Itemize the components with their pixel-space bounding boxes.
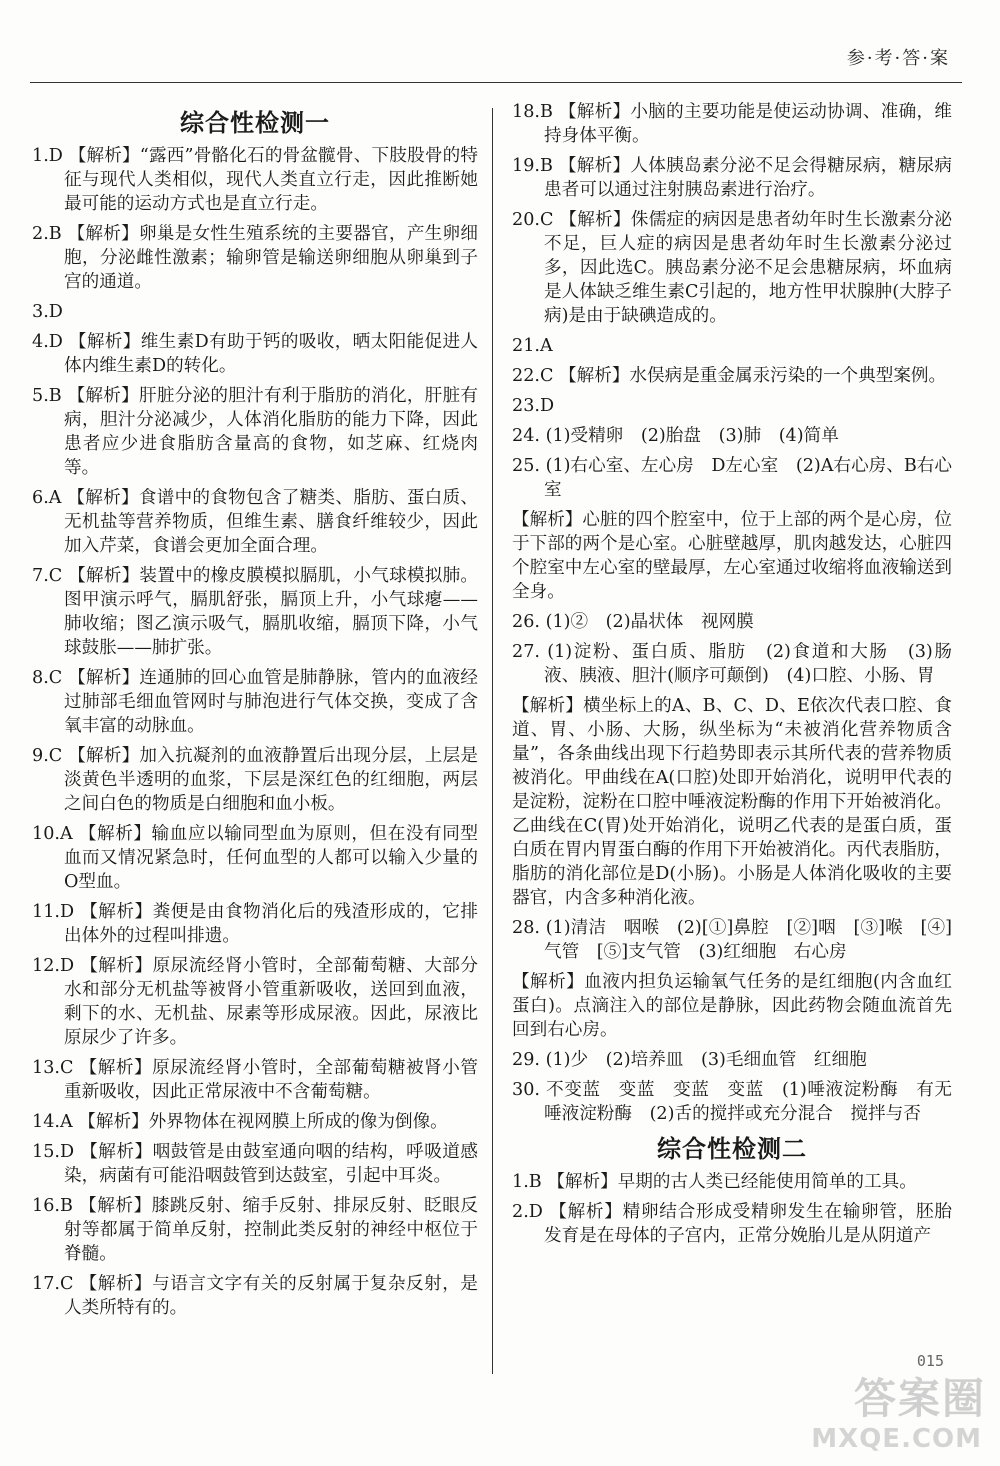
answer-item bbox=[512, 694, 952, 910]
answer-text: (1)清洁 咽喉 (2)[①]鼻腔 [②]咽 [③]喉 [④]气管 [⑤]支气管 (3)红细胞 右心房 bbox=[544, 918, 953, 962]
answer-number: 11.D bbox=[32, 902, 75, 922]
answer-text: (1)② (2)晶状体 视网膜 bbox=[545, 612, 754, 632]
answer-item bbox=[512, 508, 952, 604]
answer-item bbox=[32, 666, 478, 738]
answer-item bbox=[512, 1048, 952, 1072]
answer-text: 【解析】外界物体在视网膜上所成的像为倒像。 bbox=[78, 1112, 448, 1132]
answer-text: 【解析】与语言文字有关的反射属于复杂反射，是人类所特有的。 bbox=[64, 1274, 478, 1318]
answer-number: 20.C bbox=[512, 210, 554, 230]
answer-item bbox=[512, 424, 952, 448]
answer-text: 不变蓝 变蓝 变蓝 变蓝 (1)唾液淀粉酶 有无唾液淀粉酶 (2)舌的搅拌或充分混合 搅拌与否 bbox=[544, 1080, 952, 1124]
answer-number: 19.B bbox=[512, 156, 553, 176]
column-divider bbox=[492, 108, 493, 1374]
answer-text: 【解析】卵巢是女性生殖系统的主要器官，产生卵细胞，分泌雌性激素；输卵管是输送卵细胞从卵巢到子宫的通道。 bbox=[64, 224, 478, 292]
answer-number: 17.C bbox=[32, 1274, 74, 1294]
answer-number: 2.D bbox=[512, 1202, 543, 1222]
answer-text: (1)少 (2)培养皿 (3)毛细血管 红细胞 bbox=[545, 1050, 867, 1070]
answer-number: 2.B bbox=[32, 224, 62, 244]
answer-number: 8.C bbox=[32, 668, 63, 688]
answer-text: 【解析】膝跳反射、缩手反射、排尿反射、眨眼反射等都属于简单反射，控制此类反射的神经中枢位于脊髓。 bbox=[64, 1196, 479, 1264]
answer-number: 5.B bbox=[32, 386, 62, 406]
answer-item bbox=[32, 222, 478, 294]
answer-item bbox=[512, 100, 952, 148]
answer-text: (1)淀粉、蛋白质、脂肪 (2)食道和大肠 (3)肠液、胰液、胆汁(顺序可颠倒) (4)口腔、小肠、胃 bbox=[544, 642, 952, 686]
answer-item bbox=[512, 916, 952, 964]
header-rule bbox=[30, 82, 962, 83]
watermark-logo bbox=[811, 1366, 986, 1458]
answer-number: 15.D bbox=[32, 1142, 75, 1162]
answer-number: 30. bbox=[512, 1080, 540, 1100]
answer-text: 【解析】食谱中的食物包含了糖类、脂肪、蛋白质、无机盐等营养物质，但维生素、膳食纤维较少，因此加入芹菜，食谱会更加全面合理。 bbox=[64, 488, 478, 556]
answer-number: 26. bbox=[512, 612, 540, 632]
watermark-text: 答案圈 bbox=[853, 1374, 986, 1423]
answer-text: 【解析】心脏的四个腔室中，位于上部的两个是心房，位于下部的两个是心室。心脏壁越厚，肌肉越发达，心脏四个腔室中左心室的壁最厚，左心室通过收缩将血液输送到全身。 bbox=[512, 510, 952, 602]
answer-text: (1)受精卵 (2)胎盘 (3)肺 (4)简单 bbox=[545, 426, 839, 446]
answer-number: 7.C bbox=[32, 566, 63, 586]
answer-text: 【解析】连通肺的回心血管是肺静脉，管内的血液经过肺部毛细血管网时与肺泡进行气体交换，变成了含氧丰富的动脉血。 bbox=[64, 668, 478, 736]
answer-item bbox=[32, 1110, 478, 1134]
answer-text: 【解析】“露西”骨骼化石的骨盆髋骨、下肢股骨的特征与现代人类相似，现代人类直立行走，因此推断她最可能的运动方式也是直立行走。 bbox=[64, 146, 478, 214]
answer-text: 【解析】粪便是由食物消化后的残渣形成的，它排出体外的过程叫排遗。 bbox=[64, 902, 478, 946]
answer-number: 18.B bbox=[512, 102, 553, 122]
answer-item bbox=[32, 564, 478, 660]
answer-item bbox=[32, 1272, 478, 1320]
answer-item bbox=[32, 954, 478, 1050]
answer-item bbox=[32, 1056, 478, 1104]
answer-text: 【解析】维生素D有助于钙的吸收，晒太阳能促进人体内维生素D的转化。 bbox=[64, 332, 479, 376]
answer-text: 【解析】小脑的主要功能是使运动协调、准确，维持身体平衡。 bbox=[544, 102, 952, 146]
answer-text: 【解析】肝脏分泌的胆汁有利于脂肪的消化，肝脏有病，胆汁分泌减少，人体消化脂肪的能力下降，因此患者应少进食脂肪含量高的食物，如芝麻、红烧肉等。 bbox=[64, 386, 478, 478]
answer-number: 1.B bbox=[512, 1172, 542, 1192]
answer-number: 10.A bbox=[32, 824, 73, 844]
watermark-url: MXQE.COM bbox=[811, 1424, 982, 1454]
answer-number: 14.A bbox=[32, 1112, 73, 1132]
answer-item bbox=[512, 610, 952, 634]
answer-item bbox=[512, 640, 952, 688]
answer-item bbox=[512, 454, 952, 502]
answer-item bbox=[32, 486, 478, 558]
answer-number: 4.D bbox=[32, 332, 63, 352]
answer-number: 27. bbox=[512, 642, 540, 662]
answer-number: 24. bbox=[512, 426, 540, 446]
section-title-1: 综合性检测一 bbox=[180, 109, 330, 137]
answer-number: 9.C bbox=[32, 746, 63, 766]
answer-text: 【解析】咽鼓管是由鼓室通向咽的结构，呼吸道感染，病菌有可能沿咽鼓管到达鼓室，引起中耳炎。 bbox=[64, 1142, 478, 1186]
answer-number: 1.D bbox=[32, 146, 63, 166]
page-number: 015 bbox=[916, 1352, 944, 1370]
section-title-2: 综合性检测二 bbox=[657, 1135, 807, 1163]
answer-number: 23.D bbox=[512, 396, 555, 416]
answer-item bbox=[32, 330, 478, 378]
answer-item bbox=[32, 1140, 478, 1188]
answer-number: 22.C bbox=[512, 366, 554, 386]
answer-number: 28. bbox=[512, 918, 540, 938]
answer-number: 12.D bbox=[32, 956, 75, 976]
answer-item bbox=[512, 334, 952, 358]
answer-text: 【解析】原尿流经肾小管时，全部葡萄糖、大部分水和部分无机盐等被肾小管重新吸收，送回到血液，剩下的水、无机盐、尿素等形成尿液。因此，尿液比原尿少了许多。 bbox=[64, 956, 478, 1048]
right-column bbox=[512, 100, 952, 1386]
answer-item bbox=[512, 154, 952, 202]
answer-number: 29. bbox=[512, 1050, 540, 1070]
answer-item bbox=[512, 364, 952, 388]
answer-list-2 bbox=[512, 1170, 952, 1248]
answer-number: 25. bbox=[512, 456, 540, 476]
answer-text: 【解析】横坐标上的A、B、C、D、E依次代表口腔、食道、胃、小肠、大肠，纵坐标为“未被消化营养物质含量”，各条曲线出现下行趋势即表示其所代表的营养物质被消化。甲曲线在A(口腔)处即开始消化，说明甲代表的是淀粉，淀粉在口腔中唾液淀粉酶的作用下开始被消化。乙曲线在C(胃)处开始消化，说明乙代表的是蛋白质，蛋白质在胃内胃蛋白酶的作用下开始被消化。丙代表脂肪，脂肪的消化部位是D(小肠)。小肠是人体消化吸收的主要器官，内含多种消化液。 bbox=[512, 696, 952, 908]
answer-text: 【解析】装置中的橡皮膜模拟膈肌，小气球模拟肺。图甲演示呼气，膈肌舒张，膈顶上升，小气球瘪——肺收缩；图乙演示吸气，膈肌收缩，膈顶下降，小气球鼓胀——肺扩张。 bbox=[64, 566, 478, 658]
answer-text: 【解析】人体胰岛素分泌不足会得糖尿病，糖尿病患者可以通过注射胰岛素进行治疗。 bbox=[544, 156, 952, 200]
answer-list-1 bbox=[32, 144, 478, 1320]
answer-number: 6.A bbox=[32, 488, 62, 508]
answer-text: 【解析】精卵结合形成受精卵发生在输卵管，胚胎发育是在母体的子宫内，正常分娩胎儿是从阴道产 bbox=[544, 1202, 952, 1246]
answer-text: 【解析】原尿流经肾小管时，全部葡萄糖被肾小管重新吸收，因此正常尿液中不含葡萄糖。 bbox=[64, 1058, 478, 1102]
answer-number: 16.B bbox=[32, 1196, 73, 1216]
answer-text: 【解析】血液内担负运输氧气任务的是红细胞(内含血红蛋白)。点滴注入的部位是静脉，因此药物会随血流首先回到右心房。 bbox=[512, 972, 952, 1040]
answer-item bbox=[32, 822, 478, 894]
answer-text: 【解析】早期的古人类已经能使用简单的工具。 bbox=[547, 1172, 917, 1192]
answer-item bbox=[32, 900, 478, 948]
answer-item bbox=[32, 1194, 478, 1266]
answer-item bbox=[512, 1200, 952, 1248]
answer-list-1-continued bbox=[512, 100, 952, 1126]
answer-text: 【解析】加入抗凝剂的血液静置后出现分层，上层是淡黄色半透明的血浆，下层是深红色的红细胞，两层之间白色的物质是白细胞和血小板。 bbox=[64, 746, 478, 814]
header-label: 参·考·答·案 bbox=[846, 48, 950, 69]
answer-number: 13.C bbox=[32, 1058, 74, 1078]
answer-number: 3.D bbox=[32, 302, 63, 322]
answer-item bbox=[512, 208, 952, 328]
left-column bbox=[32, 100, 478, 1386]
answer-item bbox=[512, 1170, 952, 1194]
answer-item bbox=[512, 394, 952, 418]
answer-item bbox=[32, 744, 478, 816]
answer-item bbox=[32, 144, 478, 216]
answer-item bbox=[32, 300, 478, 324]
answer-number: 21.A bbox=[512, 336, 553, 356]
answer-text: 【解析】侏儒症的病因是患者幼年时生长激素分泌不足，巨人症的病因是患者幼年时生长激素分泌过多，因此选C。胰岛素分泌不足会患糖尿病，坏血病是人体缺乏维生素C引起的，地方性甲状腺肿(大脖子病)是由于缺碘造成的。 bbox=[544, 210, 953, 326]
answer-text: 【解析】水俣病是重金属汞污染的一个典型案例。 bbox=[559, 366, 947, 386]
answer-item bbox=[32, 384, 478, 480]
answer-text: 【解析】输血应以输同型血为原则，但在没有同型血而又情况紧急时，任何血型的人都可以输入少量的O型血。 bbox=[64, 824, 478, 892]
answer-text: (1)右心室、左心房 D左心室 (2)A右心房、B右心室 bbox=[544, 456, 953, 500]
answer-item bbox=[512, 970, 952, 1042]
answer-item bbox=[512, 1078, 952, 1126]
